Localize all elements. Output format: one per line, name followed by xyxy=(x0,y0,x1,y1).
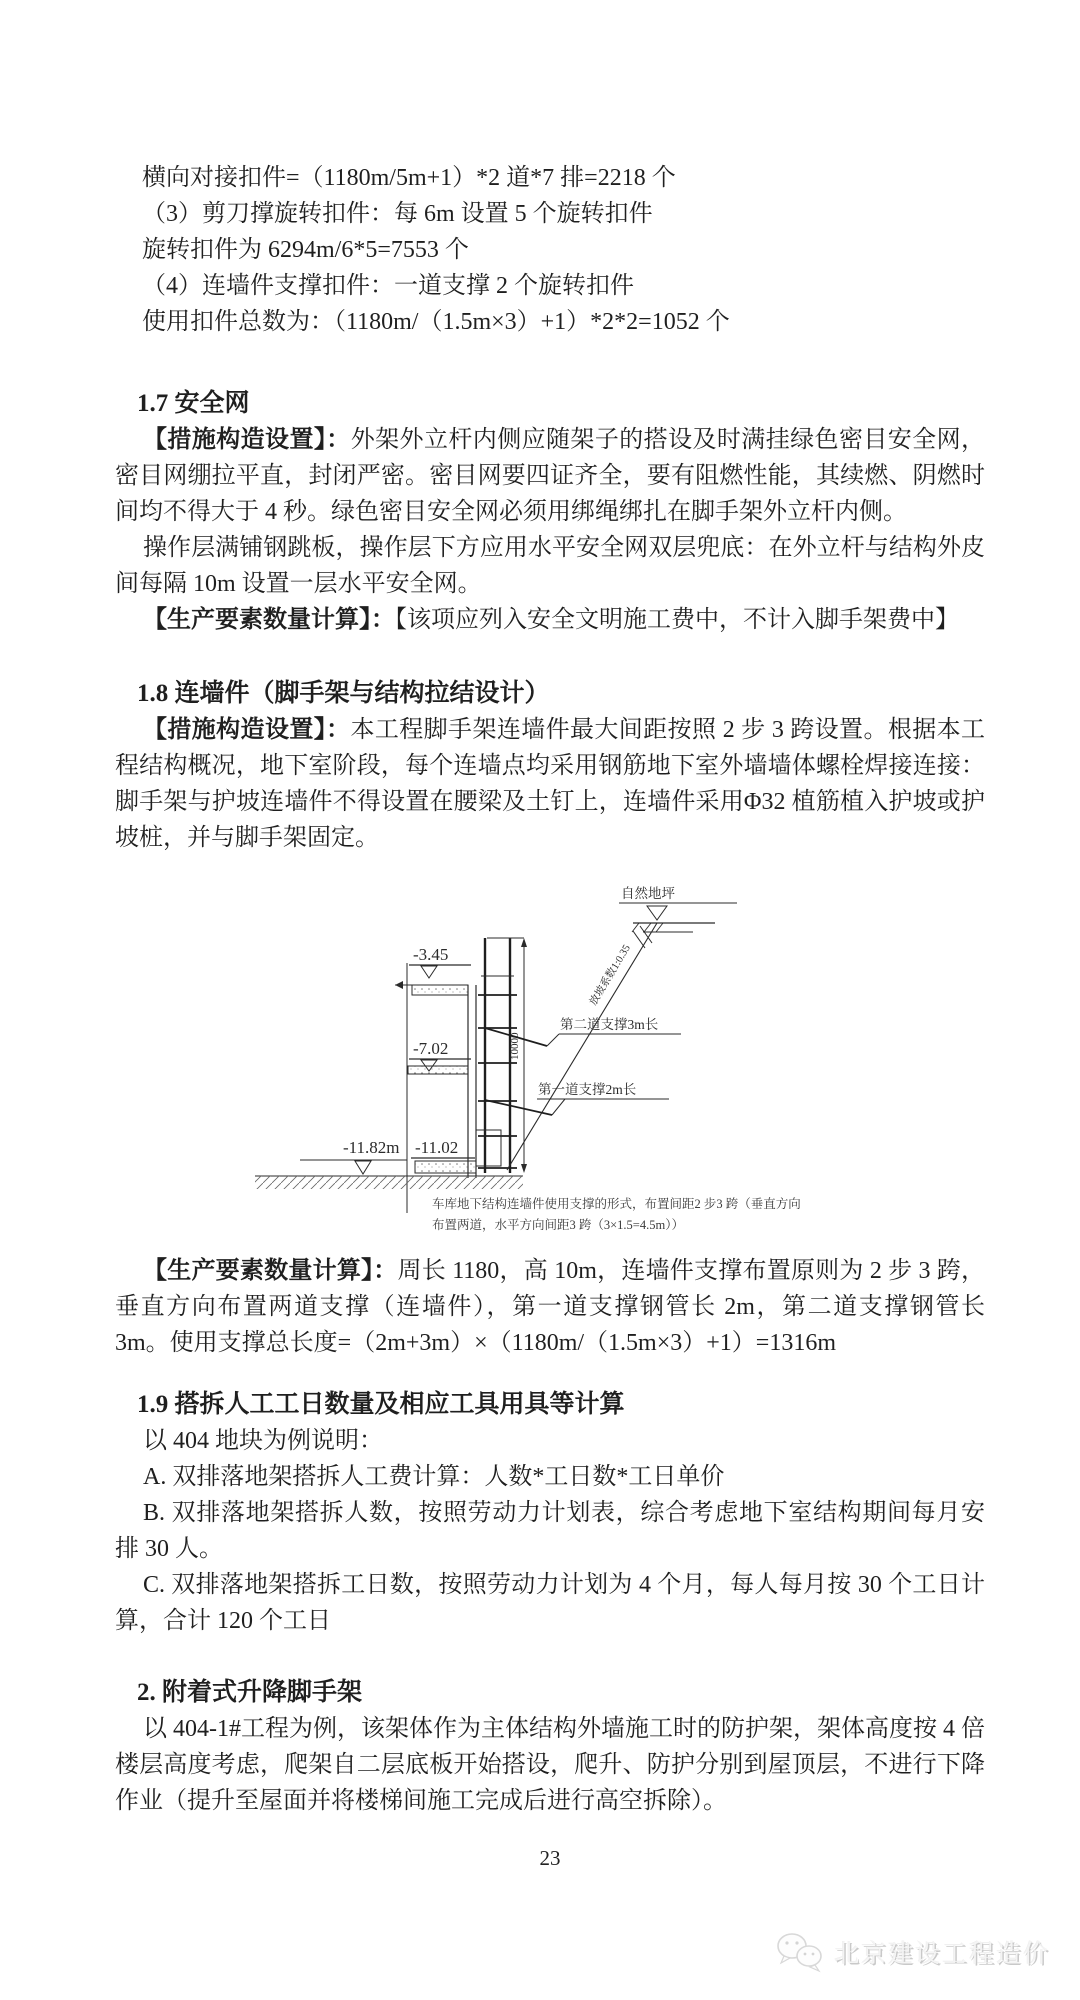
strut2-label: 第二道支撑3m长 xyxy=(560,1017,659,1032)
wechat-icon xyxy=(774,1930,826,1974)
elevation-pit-label: -11.82m xyxy=(343,1138,400,1157)
section-2-heading: 2. 附着式升降脚手架 xyxy=(137,1679,363,1706)
page-number: 23 xyxy=(539,1846,561,1870)
calc-label: 【生产要素数量计算】： xyxy=(143,1258,398,1284)
section-1-8-heading: 1.8 连墙件（脚手架与结构拉结设计） xyxy=(137,680,550,707)
section-1-9-item-b: B. 双排落地架搭拆人数，按照劳动力计划表，综合考虑地下室结构期间每月安排 30 人。 xyxy=(115,1500,985,1562)
calc-line: （3）剪刀撑旋转扣件：每 6m 设置 5 个旋转扣件 xyxy=(142,201,653,227)
measures-label: 【措施构造设置】： xyxy=(143,427,351,453)
measures-label: 【措施构造设置】： xyxy=(143,717,351,743)
strut1-label: 第一道支撑2m长 xyxy=(538,1082,637,1097)
calc-text: 【该项应列入安全文明施工费中，不计入脚手架费中】 xyxy=(395,607,959,633)
section-1-9-item-c: C. 双排落地架搭拆工日数，按照劳动力计划为 4 个月，每人每月按 30 个工日计算，合计 120 个工日 xyxy=(115,1572,985,1634)
height-dimension-label: 10000 xyxy=(509,1032,521,1060)
section-1-8-paragraph-measures xyxy=(115,712,985,856)
section-1-9-intro-line: 以 404 地块为例说明： xyxy=(143,1428,383,1454)
natural-ground-label: 自然地坪 xyxy=(621,886,675,901)
measures-text: 本工程脚手架连墙件最大间距按照 2 步 3 跨设置。根据本工程结构概况，地下室阶段，每个连墙点均采用钢筋地下室外墙墙体螺栓焊接连接：脚手架与护坡连墙件不得设置在腰梁及土钉上，连墙件采用Φ32 植筋植入护坡或护坡桩，并与脚手架固定。 xyxy=(115,717,985,851)
watermark xyxy=(774,1930,1050,1974)
tie-member-support-diagram xyxy=(245,868,805,1253)
section-2-paragraph: 以 404-1#工程为例，该架体作为主体结构外墙施工时的防护架，架体高度按 4 倍楼层高度考虑，爬架自二层底板开始搭设，爬升、防护分别到屋顶层，不进行下降作业（提升至屋面并将楼梯间施工完成后进行高空拆除）。 xyxy=(115,1716,985,1814)
section-1-7-heading: 1.7 安全网 xyxy=(137,390,250,417)
scaffold-section-drawing xyxy=(245,868,805,1253)
section-1-9-heading: 1.9 搭拆人工工日数量及相应工具用具等计算 xyxy=(137,1391,625,1418)
calc-line: 旋转扣件为 6294m/6*5=7553 个 xyxy=(142,237,469,263)
calc-line: 横向对接扣件=（1180m/5m+1）*2 道*7 排=2218 个 xyxy=(142,165,676,191)
section-1-8-paragraph-calc xyxy=(115,1253,985,1361)
calc-line: （4）连墙件支撑扣件：一道支撑 2 个旋转扣件 xyxy=(142,273,634,299)
calc-line: 使用扣件总数为：（1180m/（1.5m×3）+1）*2*2=1052 个 xyxy=(142,309,730,335)
diagram-caption-line2: 布置两道，水平方向间距3 跨（3×1.5=4.5m）） xyxy=(432,1218,684,1232)
section-1-7-paragraph-operation: 操作层满铺钢跳板，操作层下方应用水平安全网双层兜底：在外立杆与结构外皮间每隔 10m 设置一层水平安全网。 xyxy=(115,535,985,597)
measures-text: 外架外立杆内侧应随架子的搭设及时满挂绿色密目安全网，密目网绷拉平直，封闭严密。密目网要四证齐全，要有阻燃性能，其续燃、阴燃时间均不得大于 4 秒。绿色密目安全网必须用绑绳绑扎在脚手架外立杆内侧。 xyxy=(115,427,986,525)
calc-label: 【生产要素数量计算】： xyxy=(143,607,395,633)
section-1-9-item-a: A. 双排落地架搭拆人工费计算：人数*工日数*工日单价 xyxy=(143,1464,725,1490)
diagram-caption-line1: 车库地下结构连墙件使用支撑的形式，布置间距2 步3 跨（垂直方向 xyxy=(432,1197,801,1211)
watermark-text: 北京建设工程造价 xyxy=(833,1940,1050,1968)
elevation-mid-label: -7.02 xyxy=(413,1039,449,1058)
slope-coefficient-label: 放坡系数1:0.35 xyxy=(588,943,633,1008)
calc-text: 周长 1180，高 10m，连墙件支撑布置原则为 2 步 3 跨，垂直方向布置两道支撑（连墙件），第一道支撑钢管长 2m，第二道支撑钢管长 3m。使用支撑总长度=（2m+3m）×（1180m/（1.5m×3）+1）=1316m xyxy=(115,1258,985,1356)
section-1-7-paragraph-measures xyxy=(115,422,985,530)
section-1-7-paragraph-calc xyxy=(115,602,985,638)
elevation-top-label: -3.45 xyxy=(413,945,449,964)
elevation-low-label: -11.02 xyxy=(415,1138,459,1157)
